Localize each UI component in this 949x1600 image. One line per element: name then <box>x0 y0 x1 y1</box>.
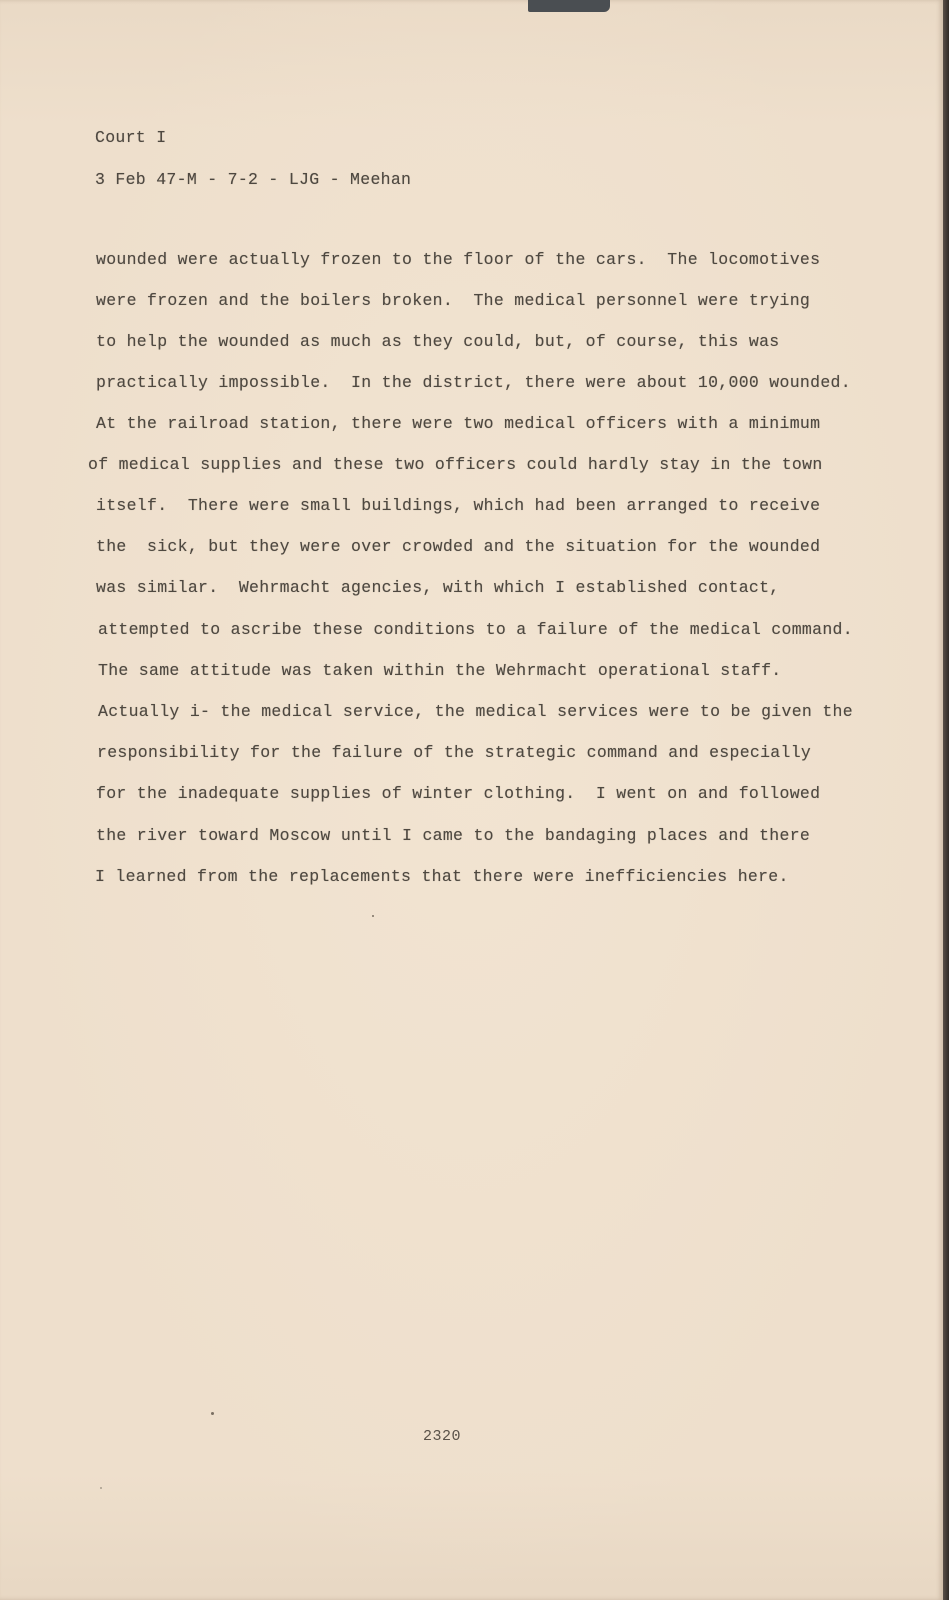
page-number: 2320 <box>423 1428 462 1445</box>
body-line: attempted to ascribe these conditions to a failure of the medical command. <box>98 620 853 639</box>
body-line: were frozen and the boilers broken. The medical personnel were trying <box>96 291 811 310</box>
transcript-reference: 3 Feb 47-M - 7-2 - LJG - Meehan <box>95 170 412 189</box>
paper-speck <box>211 1412 214 1415</box>
page-edge <box>943 0 949 1600</box>
body-line: itself. There were small buildings, which had been arranged to receive <box>96 496 821 515</box>
paper-speck <box>100 1487 102 1489</box>
body-line: The same attitude was taken within the Wehrmacht operational staff. <box>98 661 782 680</box>
body-line: the sick, but they were over crowded and the situation for the wounded <box>96 537 821 556</box>
body-line: the river toward Moscow until I came to the bandaging places and there <box>96 826 811 845</box>
body-line: Actually i- the medical service, the medical services were to be given the <box>98 702 853 721</box>
body-line: was similar. Wehrmacht agencies, with which I established contact, <box>96 578 780 597</box>
court-heading: Court I <box>95 128 167 147</box>
body-line: to help the wounded as much as they could, but, of course, this was <box>96 332 780 351</box>
body-line: responsibility for the failure of the strategic command and especially <box>97 743 812 762</box>
body-line: practically impossible. In the district, there were about 10,000 wounded. <box>96 373 851 392</box>
body-line: I learned from the replacements that there were inefficiencies here. <box>95 867 789 886</box>
body-line: wounded were actually frozen to the floor of the cars. The locomotives <box>96 250 821 269</box>
body-line: for the inadequate supplies of winter clothing. I went on and followed <box>96 784 821 803</box>
body-line: of medical supplies and these two officers could hardly stay in the town <box>88 455 823 474</box>
body-line: At the railroad station, there were two medical officers with a minimum <box>96 414 821 433</box>
binder-tab <box>528 0 610 12</box>
paper-speck <box>372 915 374 917</box>
